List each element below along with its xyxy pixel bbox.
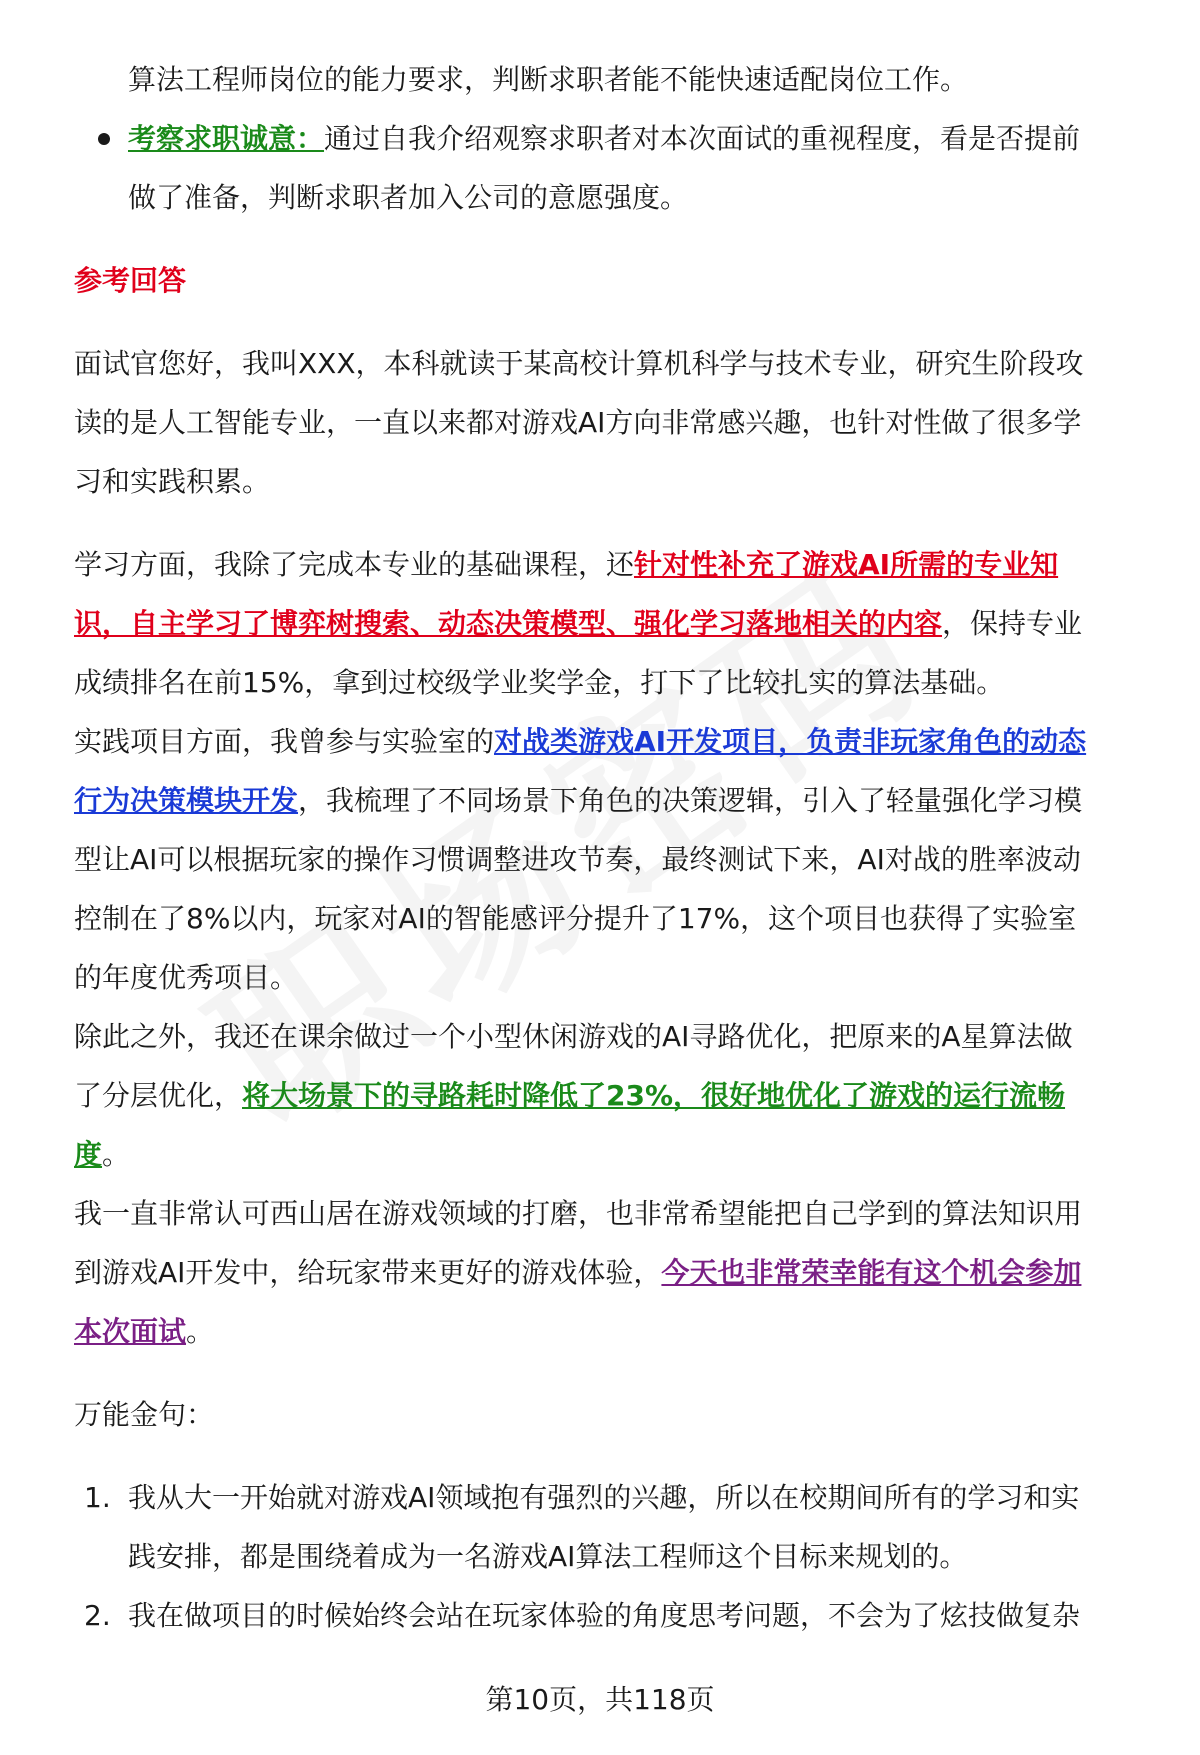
list-text: 践安排，都是围绕着成为一名游戏AI算法工程师这个目标来规划的。 [128, 1540, 968, 1573]
para3-text: 的年度优秀项目。 [74, 961, 299, 994]
page-content [74, 50, 1154, 1645]
para5-text: 我一直非常认可西山居在游戏领域的打磨，也非常希望能把自己学到的算法知识用 [74, 1197, 1083, 1230]
para4-text: 。 [102, 1138, 131, 1171]
intro-tail-line: 算法工程师岗位的能力要求，判断求职者能不能快速适配岗位工作。 [128, 63, 969, 96]
para4-text: 了分层优化， [74, 1079, 243, 1112]
golden-list-item [74, 1468, 1154, 1586]
para2-text: ，保持专业 [942, 607, 1083, 640]
list-text: 我在做项目的时候始终会站在玩家体验的角度思考问题，不会为了炫技做复杂 [128, 1599, 1081, 1632]
para3-text: 型让AI可以根据玩家的操作习惯调整进攻节奏，最终测试下来，AI对战的胜率波动 [74, 843, 1081, 876]
para1-line: 读的是人工智能专业，一直以来都对游戏AI方向非常感兴趣，也针对性做了很多学 [74, 406, 1082, 439]
list-number: 2. [84, 1599, 111, 1632]
para5-highlight: 今天也非常荣幸能有这个机会参加 [661, 1256, 1082, 1289]
bullet-item [74, 109, 1154, 227]
para4-highlight: 度 [74, 1138, 103, 1171]
list-text: 我从大一开始就对游戏AI领域抱有强烈的兴趣，所以在校期间所有的学习和实 [128, 1481, 1080, 1514]
bullet-label: 考察求职诚意： [128, 122, 325, 155]
section-heading: 参考回答 [74, 264, 187, 297]
para3-highlight: 对战类游戏AI开发项目，负责非玩家角色的动态 [494, 725, 1087, 758]
para3-text: ，我梳理了不同场景下角色的决策逻辑，引入了轻量强化学习模 [298, 784, 1083, 817]
para3-text: 实践项目方面，我曾参与实验室的 [74, 725, 495, 758]
para5-highlight: 本次面试 [74, 1315, 187, 1348]
page-footer: 第10页，共118页 [485, 1683, 715, 1716]
para1-line: 面试官您好，我叫XXX，本科就读于某高校计算机科学与技术专业，研究生阶段攻 [74, 347, 1084, 380]
para2-text: 学习方面，我除了完成本专业的基础课程，还 [74, 548, 635, 581]
paragraph-project [74, 712, 1154, 1007]
para1-line: 习和实践积累。 [74, 465, 271, 498]
bullet-dot-icon [98, 133, 110, 145]
paragraph-closing [74, 1184, 1154, 1361]
golden-heading: 万能金句： [74, 1398, 215, 1431]
para2-highlight: 针对性补充了游戏AI所需的专业知 [634, 548, 1059, 581]
para2-highlight: 识，自主学习了博弈树搜索、动态决策模型、强化学习落地相关的内容 [74, 607, 943, 640]
bullet-text-2: 做了准备，判断求职者加入公司的意愿强度。 [128, 181, 689, 214]
para5-text: 。 [186, 1315, 215, 1348]
paragraph-extra [74, 1007, 1154, 1184]
para4-highlight: 将大场景下的寻路耗时降低了23%，很好地优化了游戏的运行流畅 [242, 1079, 1066, 1112]
bullet-text-1: 通过自我介绍观察求职者对本次面试的重视程度，看是否提前 [324, 122, 1081, 155]
para2-text: 成绩排名在前15%，拿到过校级学业奖学金，打下了比较扎实的算法基础。 [74, 666, 1005, 699]
para3-highlight: 行为决策模块开发 [74, 784, 299, 817]
paragraph-study [74, 535, 1154, 712]
paragraph-intro [74, 334, 1154, 511]
para4-text: 除此之外，我还在课余做过一个小型休闲游戏的AI寻路优化，把原来的A星算法做 [74, 1020, 1073, 1053]
para5-text: 到游戏AI开发中，给玩家带来更好的游戏体验， [74, 1256, 662, 1289]
list-number: 1. [84, 1481, 111, 1514]
para3-text: 控制在了8%以内，玩家对AI的智能感评分提升了17%，这个项目也获得了实验室 [74, 902, 1077, 935]
golden-list-item [74, 1586, 1154, 1645]
